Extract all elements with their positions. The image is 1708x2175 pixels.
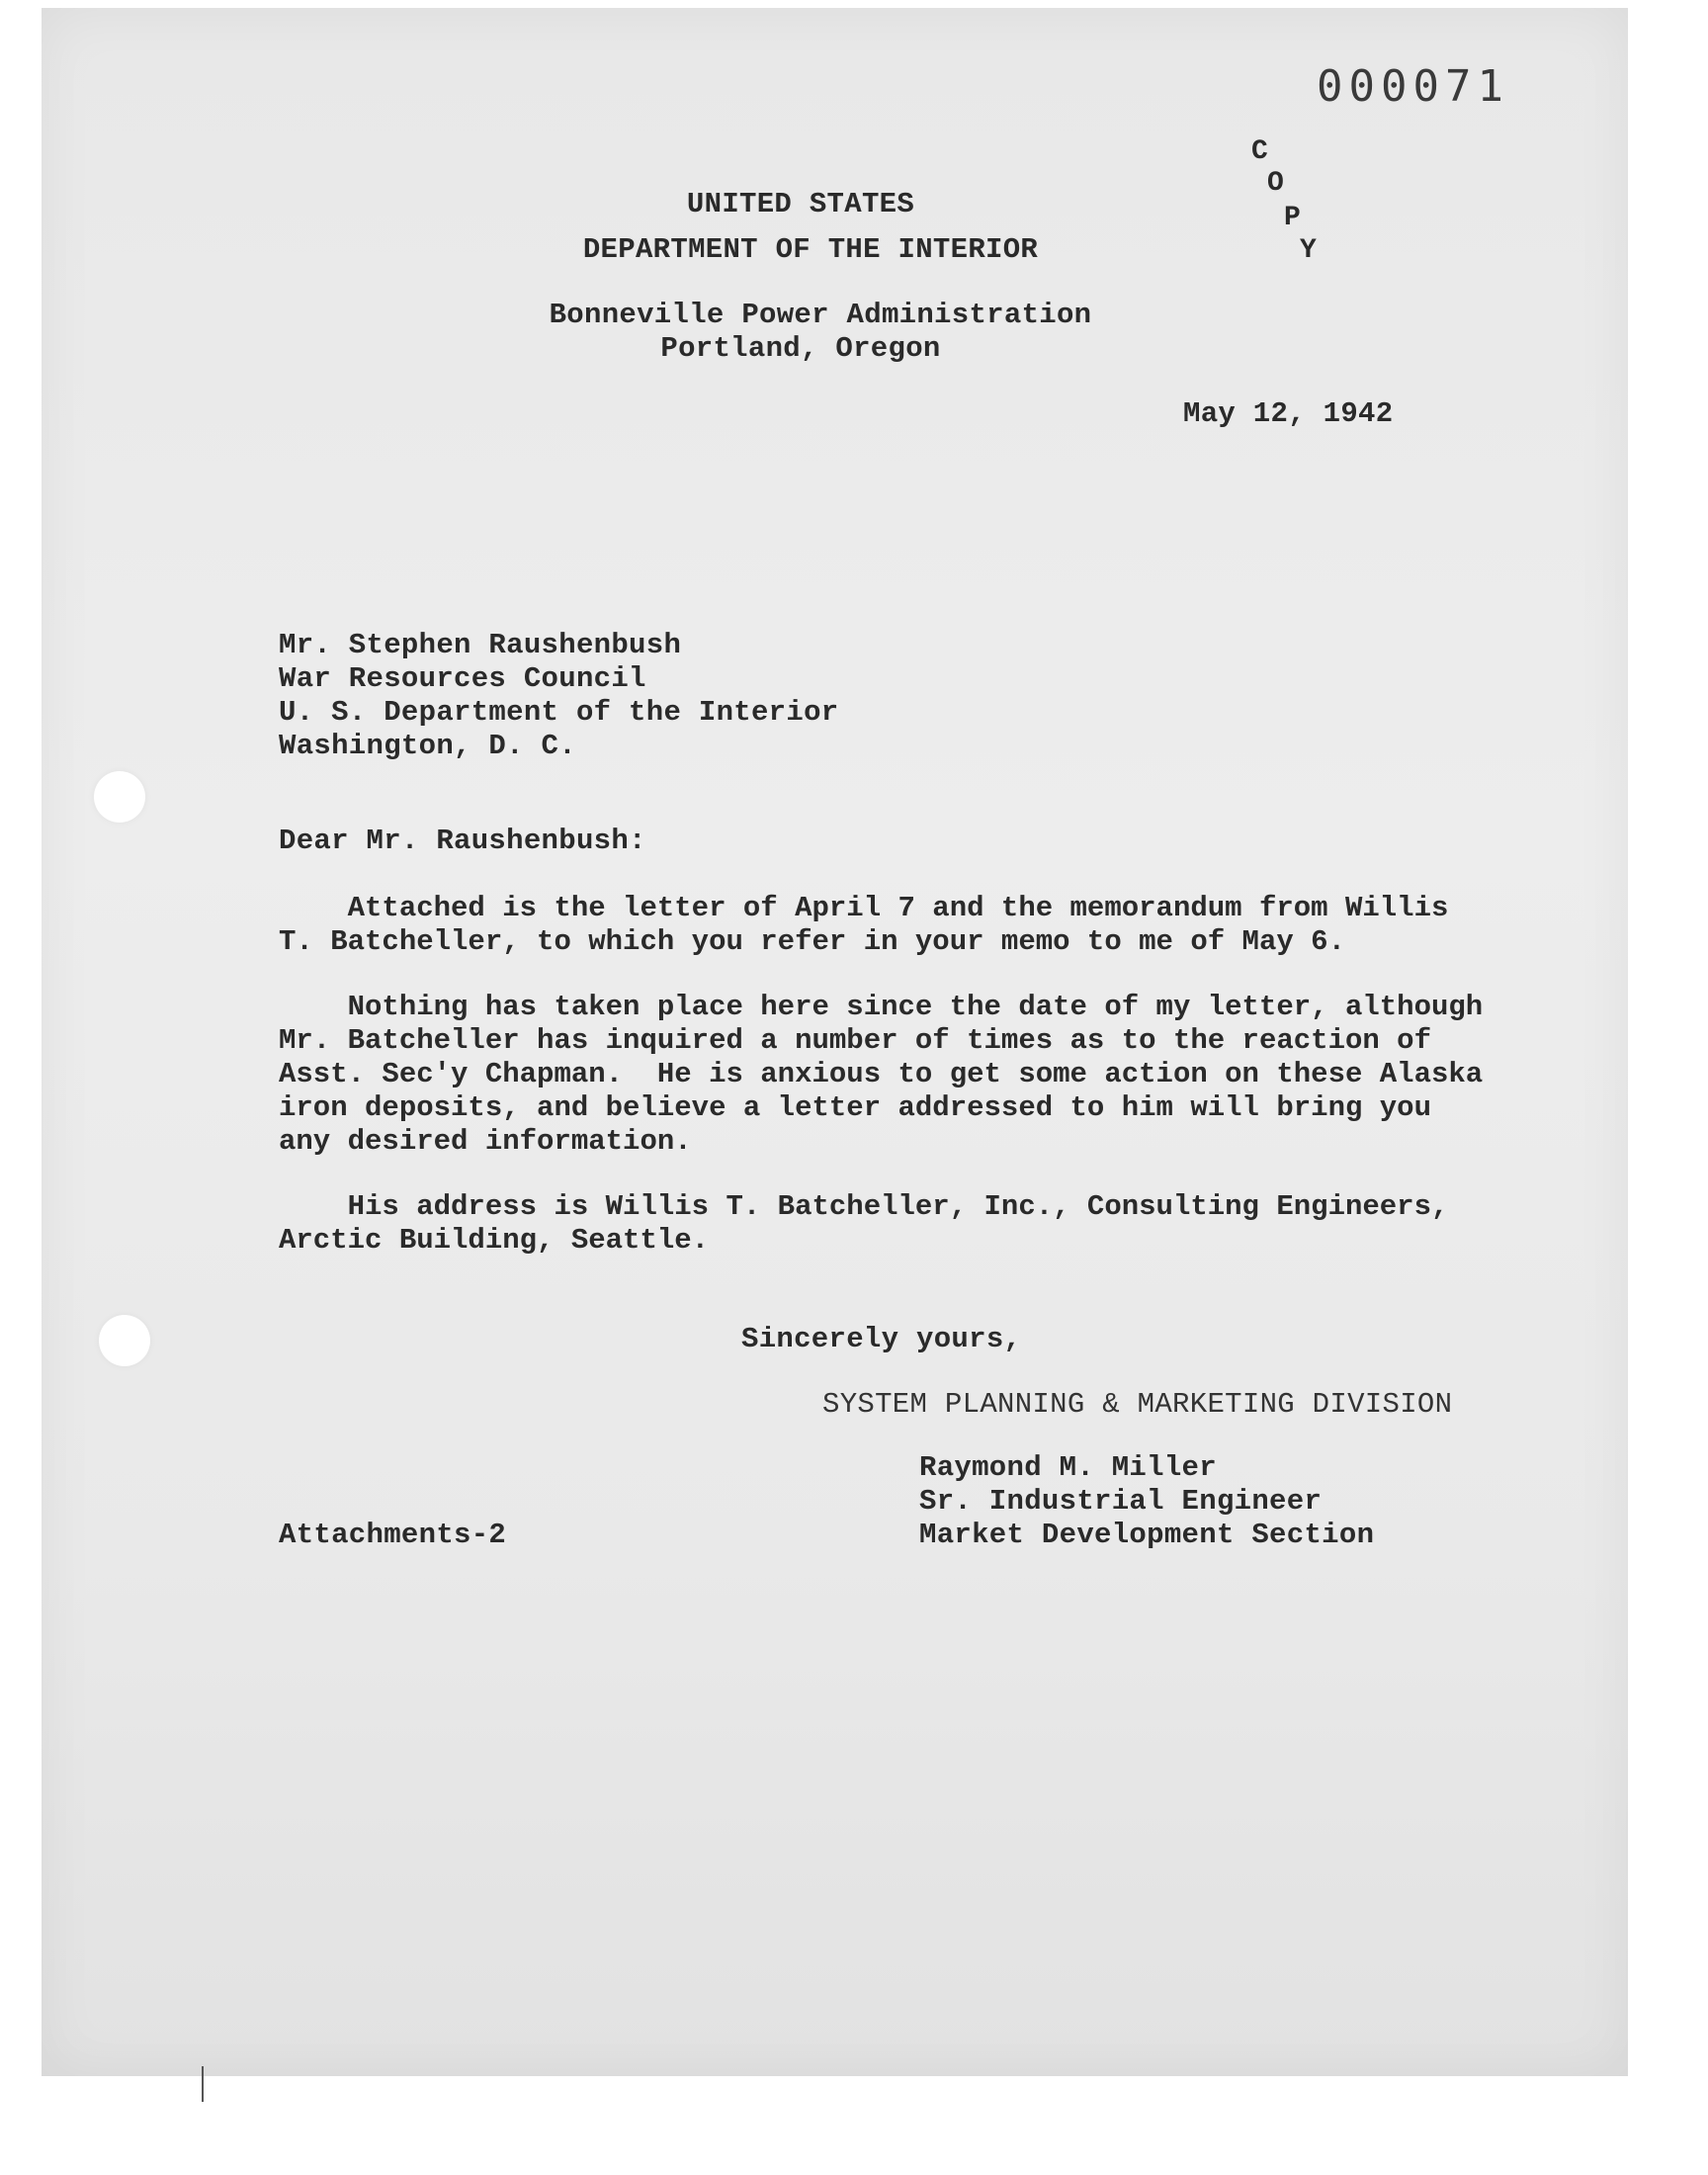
paragraph-2-line-4: iron deposits, and believe a letter addressed to him will bring you <box>279 1091 1431 1124</box>
document-number: 000071 <box>1317 61 1509 112</box>
letter-date: May 12, 1942 <box>1183 397 1394 430</box>
signer-section: Market Development Section <box>919 1519 1375 1551</box>
closing: Sincerely yours, <box>741 1323 1022 1355</box>
paragraph-2-line-1: Nothing has taken place here since the date of my letter, although <box>279 991 1484 1023</box>
recipient-org: War Resources Council <box>279 662 646 695</box>
paragraph-2-line-3: Asst. Sec'y Chapman. He is anxious to get some action on these Alaska <box>279 1058 1484 1090</box>
attachments-note: Attachments-2 <box>279 1519 507 1551</box>
paragraph-1-line-1: Attached is the letter of April 7 and the memorandum from Willis <box>279 892 1449 924</box>
punch-hole-bottom <box>99 1315 150 1366</box>
signer-title: Sr. Industrial Engineer <box>919 1485 1323 1518</box>
paragraph-2-line-5: any desired information. <box>279 1125 692 1158</box>
copy-mark-c: C <box>1251 136 1268 167</box>
letterhead-location: Portland, Oregon <box>660 332 941 365</box>
division-name: SYSTEM PLANNING & MARKETING DIVISION <box>822 1388 1453 1421</box>
salutation: Dear Mr. Raushenbush: <box>279 825 646 857</box>
binding-mark <box>202 2066 204 2102</box>
letterhead-country: UNITED STATES <box>686 188 915 220</box>
recipient-name: Mr. Stephen Raushenbush <box>279 629 682 661</box>
letterhead-department: DEPARTMENT OF THE INTERIOR <box>582 233 1039 266</box>
signer-name: Raymond M. Miller <box>919 1451 1217 1484</box>
copy-mark-y: Y <box>1300 235 1317 266</box>
letterhead-agency: Bonneville Power Administration <box>549 299 1092 331</box>
punch-hole-top <box>94 771 145 823</box>
copy-mark-o: O <box>1267 168 1284 199</box>
recipient-city: Washington, D. C. <box>279 730 576 762</box>
recipient-dept: U. S. Department of the Interior <box>279 696 839 729</box>
paragraph-1-line-2: T. Batcheller, to which you refer in your memo to me of May 6. <box>279 925 1345 958</box>
paragraph-3-line-2: Arctic Building, Seattle. <box>279 1224 710 1257</box>
paragraph-3-line-1: His address is Willis T. Batcheller, Inc., Consulting Engineers, <box>279 1190 1449 1223</box>
copy-mark-p: P <box>1284 203 1301 233</box>
paragraph-2-line-2: Mr. Batcheller has inquired a number of times as to the reaction of <box>279 1024 1431 1057</box>
